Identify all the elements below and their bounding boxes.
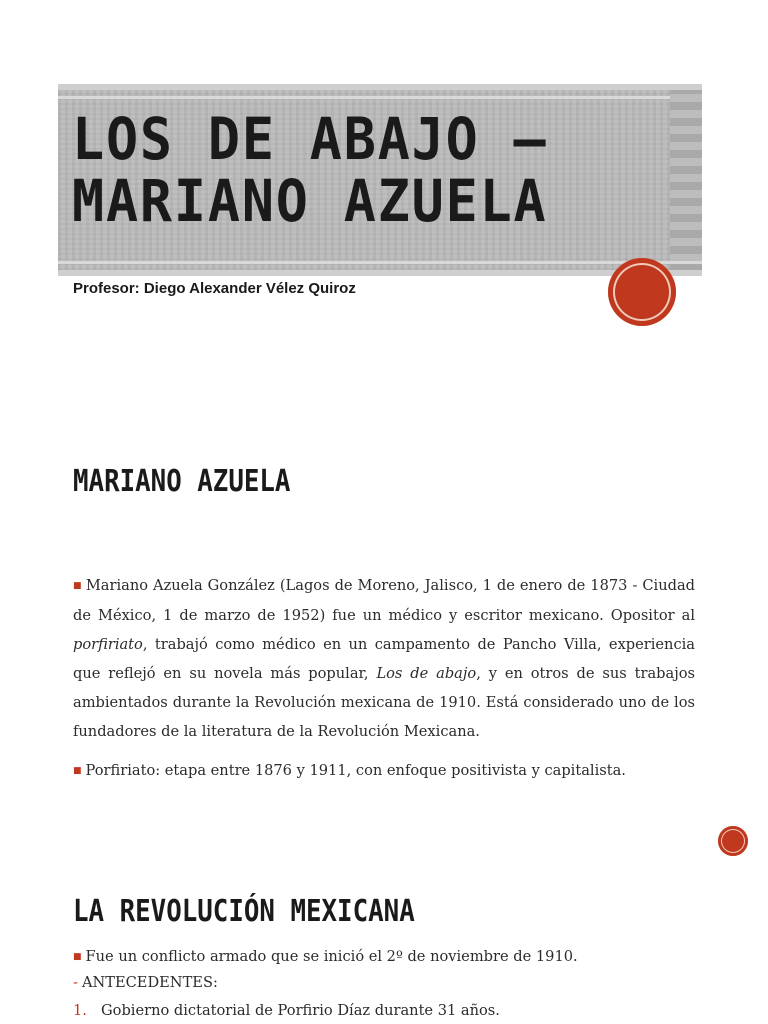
bio-text-2: , trabajó como médico en un campamento de Pancho Villa, experiencia que reflejó en su novela más popular,: [73, 636, 695, 682]
dash-icon: -: [73, 974, 78, 991]
bullet-icon: ■: [73, 766, 82, 776]
section-heading-revolucion: LA REVOLUCIÓN MEXICANA: [73, 894, 415, 929]
bio-text-1: Mariano Azuela González (Lagos de Moreno, Jalisco, 1 de enero de 1873 - Ciudad de México, 1 de marzo de 1952) fue un médico y escritor mexicano. Opositor al: [73, 577, 695, 624]
small-decorative-circle-icon: [718, 826, 748, 856]
section-heading-azuela: MARIANO AZUELA: [73, 464, 291, 499]
decorative-circle-icon: [608, 258, 676, 326]
conflict-text: Fue un conflicto armado que se inició el 2º de noviembre de 1910.: [85, 948, 578, 965]
porfiriato-text: Porfiriato: etapa entre 1876 y 1911, con enfoque positivista y capitalista.: [85, 762, 626, 779]
biography-paragraph: [73, 571, 695, 746]
banner-edge: [670, 90, 702, 270]
professor-subtitle: Profesor: Diego Alexander Vélez Quiroz: [73, 280, 356, 297]
bio-italic-porfiriato: porfiriato: [73, 636, 143, 653]
page-title: [72, 105, 633, 235]
list-item: [73, 974, 218, 991]
list-item: [73, 1002, 500, 1019]
bullet-icon: ■: [73, 952, 82, 962]
antecedent-1-text: Gobierno dictatorial de Porfirio Díaz durante 31 años.: [101, 1002, 500, 1019]
bullet-icon: ■: [73, 581, 82, 591]
list-item: [73, 948, 578, 965]
title-line-2: MARIANO AZUELA: [72, 167, 548, 235]
item-number: 1.: [73, 1002, 87, 1019]
title-line-1: LOS DE ABAJO –: [72, 105, 548, 173]
bio-italic-novel: Los de abajo: [376, 665, 477, 682]
antecedentes-label: ANTECEDENTES:: [81, 974, 218, 991]
bio-text-3: , y en otros de sus trabajos ambientados durante la Revolución mexicana de 1910. Está considerado uno de los fundadores de la literatura de la Revolución Mexicana.: [73, 665, 695, 740]
porfiriato-paragraph: [73, 756, 695, 786]
